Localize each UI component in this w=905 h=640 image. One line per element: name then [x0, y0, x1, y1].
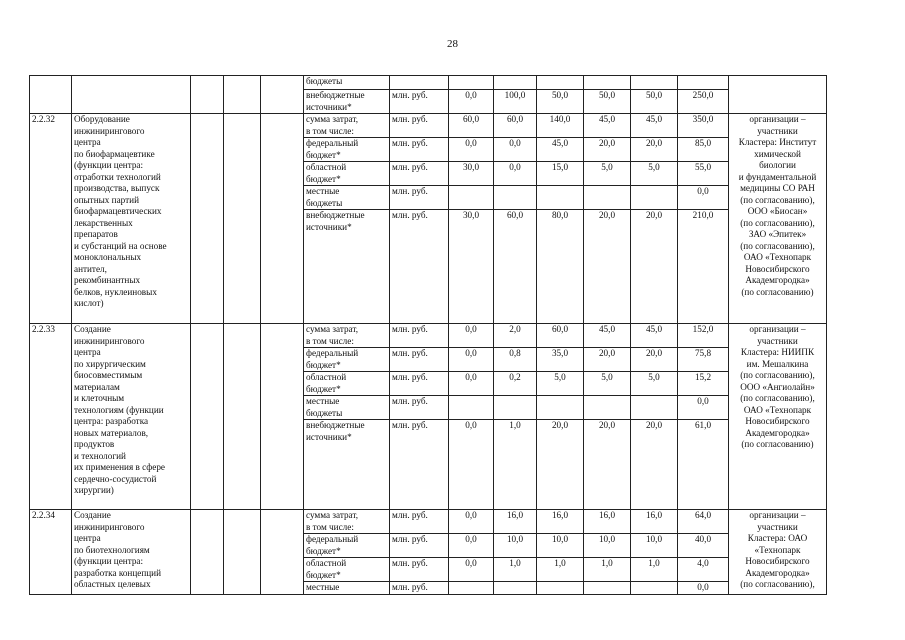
value-cell: [537, 396, 584, 420]
item-code: 2.2.32: [30, 114, 72, 324]
value-cell: 0,8: [494, 348, 537, 372]
value-cell: 5,0: [584, 162, 631, 186]
value-cell: 1,0: [494, 558, 537, 582]
value-cell: [584, 582, 631, 595]
value-cell: 1,0: [584, 558, 631, 582]
value-cell: [631, 186, 678, 210]
blank-cell: [261, 114, 304, 324]
value-cell: 75,8: [678, 348, 729, 372]
value-cell: [494, 76, 537, 90]
value-cell: 40,0: [678, 534, 729, 558]
funding-source-label: внебюджетные источники*: [304, 90, 390, 114]
unit-cell: млн. руб.: [390, 348, 449, 372]
funding-source-label: областной бюджет*: [304, 558, 390, 582]
item-executors: организации – участники Кластера: Институт химической биологии и фундаментальной медицины СО РАН (по согласованию), ООО «Биосан» (по согласованию), ЗАО «Эпитек» (по согласованию), ОАО «Технопарк Новосибирского Академгородка» (по согласованию): [729, 114, 827, 324]
value-cell: 5,0: [631, 372, 678, 396]
value-cell: [584, 76, 631, 90]
value-cell: 0,0: [449, 510, 494, 534]
unit-cell: млн. руб.: [390, 534, 449, 558]
value-cell: 10,0: [631, 534, 678, 558]
value-cell: 60,0: [494, 114, 537, 138]
blank-cell: [261, 510, 304, 595]
value-cell: 0,0: [449, 90, 494, 114]
blank-cell: [191, 324, 224, 510]
unit-cell: млн. руб.: [390, 210, 449, 324]
executors-cell: [729, 76, 827, 114]
funding-source-label: областной бюджет*: [304, 372, 390, 396]
value-cell: 0,0: [494, 138, 537, 162]
value-cell: 35,0: [537, 348, 584, 372]
funding-source-label: внебюджетные источники*: [304, 420, 390, 510]
value-cell: [584, 396, 631, 420]
value-cell: [631, 396, 678, 420]
value-cell: 50,0: [584, 90, 631, 114]
value-cell: 20,0: [631, 348, 678, 372]
value-cell: [449, 396, 494, 420]
value-cell: 10,0: [494, 534, 537, 558]
blank-cell: [224, 76, 261, 114]
blank-cell: [191, 76, 224, 114]
name-cell: [72, 76, 191, 114]
program-table: [29, 75, 827, 595]
value-cell: 1,0: [537, 558, 584, 582]
unit-cell: млн. руб.: [390, 558, 449, 582]
unit-cell: млн. руб.: [390, 372, 449, 396]
unit-cell: [390, 76, 449, 90]
value-cell: [537, 76, 584, 90]
value-cell: 0,0: [678, 186, 729, 210]
unit-cell: млн. руб.: [390, 138, 449, 162]
code-cell: [30, 76, 72, 114]
funding-source-label: местные бюджеты: [304, 186, 390, 210]
value-cell: 16,0: [494, 510, 537, 534]
value-cell: 45,0: [631, 114, 678, 138]
value-cell: 140,0: [537, 114, 584, 138]
funding-source-label: внебюджетные источники*: [304, 210, 390, 324]
funding-source-label: областной бюджет*: [304, 162, 390, 186]
unit-cell: млн. руб.: [390, 420, 449, 510]
value-cell: 45,0: [537, 138, 584, 162]
unit-cell: млн. руб.: [390, 582, 449, 595]
value-cell: 0,0: [678, 582, 729, 595]
item-executors: организации – участники Кластера: ОАО «Технопарк Новосибирского Академгородка» (по согласованию),: [729, 510, 827, 595]
value-cell: 5,0: [537, 372, 584, 396]
unit-cell: млн. руб.: [390, 510, 449, 534]
value-cell: 1,0: [494, 420, 537, 510]
value-cell: 20,0: [584, 210, 631, 324]
value-cell: 100,0: [494, 90, 537, 114]
value-cell: 0,0: [449, 372, 494, 396]
value-cell: [631, 76, 678, 90]
item-code: 2.2.34: [30, 510, 72, 595]
unit-cell: млн. руб.: [390, 396, 449, 420]
blank-cell: [191, 114, 224, 324]
value-cell: [537, 186, 584, 210]
value-cell: [537, 582, 584, 595]
value-cell: 0,0: [449, 534, 494, 558]
value-cell: 0,0: [449, 348, 494, 372]
value-cell: 50,0: [537, 90, 584, 114]
value-cell: 50,0: [631, 90, 678, 114]
funding-source-label: местные: [304, 582, 390, 595]
value-cell: [678, 76, 729, 90]
value-cell: 15,0: [537, 162, 584, 186]
value-cell: 80,0: [537, 210, 584, 324]
value-cell: 60,0: [449, 114, 494, 138]
value-cell: 55,0: [678, 162, 729, 186]
funding-source-label: бюджеты: [304, 76, 390, 90]
value-cell: 16,0: [584, 510, 631, 534]
value-cell: 30,0: [449, 210, 494, 324]
value-cell: 16,0: [537, 510, 584, 534]
blank-cell: [191, 510, 224, 595]
unit-cell: млн. руб.: [390, 90, 449, 114]
item-name: Оборудование инжинирингового центра по биофармацевтике (функции центра: отработки технологий производства, выпуск опытных партий биофармацевтических лекарственных препаратов и субстанций на основе моноклональных антител, рекомбинантных белков, нуклеиновых кислот): [72, 114, 191, 324]
item-executors: организации – участники Кластера: НИИПК им. Мешалкина (по согласованию), ООО «Ангиолайн» (по согласованию), ОАО «Технопарк Новосибирского Академгородка» (по согласованию): [729, 324, 827, 510]
value-cell: 20,0: [631, 138, 678, 162]
value-cell: 45,0: [584, 324, 631, 348]
value-cell: [449, 186, 494, 210]
value-cell: 20,0: [631, 420, 678, 510]
value-cell: [494, 186, 537, 210]
item-code: 2.2.33: [30, 324, 72, 510]
value-cell: 61,0: [678, 420, 729, 510]
blank-cell: [261, 76, 304, 114]
value-cell: 5,0: [584, 372, 631, 396]
value-cell: 60,0: [494, 210, 537, 324]
value-cell: 20,0: [537, 420, 584, 510]
value-cell: 10,0: [584, 534, 631, 558]
value-cell: [449, 76, 494, 90]
funding-source-label: сумма затрат, в том числе:: [304, 510, 390, 534]
value-cell: 152,0: [678, 324, 729, 348]
funding-source-label: федеральный бюджет*: [304, 534, 390, 558]
value-cell: 20,0: [631, 210, 678, 324]
value-cell: 20,0: [584, 138, 631, 162]
blank-cell: [261, 324, 304, 510]
value-cell: 0,0: [678, 396, 729, 420]
value-cell: 45,0: [631, 324, 678, 348]
blank-cell: [224, 324, 261, 510]
value-cell: 0,0: [449, 324, 494, 348]
funding-source-label: федеральный бюджет*: [304, 348, 390, 372]
value-cell: 15,2: [678, 372, 729, 396]
value-cell: 64,0: [678, 510, 729, 534]
item-name: Создание инжинирингового центра по хирургическим биосовместимым материалам и клеточным технологиям (функции центра: разработка новых материалов, продуктов и технологий их применения в сфере сердечно-сосудистой хирургии): [72, 324, 191, 510]
item-name: Создание инжинирингового центра по биотехнологиям (функции центра: разработка концепций областных целевых: [72, 510, 191, 595]
value-cell: 20,0: [584, 348, 631, 372]
value-cell: 250,0: [678, 90, 729, 114]
value-cell: 20,0: [584, 420, 631, 510]
table-row: [30, 76, 827, 90]
unit-cell: млн. руб.: [390, 186, 449, 210]
value-cell: 0,2: [494, 372, 537, 396]
value-cell: [494, 582, 537, 595]
unit-cell: млн. руб.: [390, 324, 449, 348]
value-cell: 16,0: [631, 510, 678, 534]
blank-cell: [224, 510, 261, 595]
value-cell: 4,0: [678, 558, 729, 582]
value-cell: 1,0: [631, 558, 678, 582]
value-cell: [631, 582, 678, 595]
value-cell: 85,0: [678, 138, 729, 162]
page-number: 28: [447, 38, 458, 50]
value-cell: 45,0: [584, 114, 631, 138]
table-body: [30, 76, 827, 595]
value-cell: [584, 186, 631, 210]
unit-cell: млн. руб.: [390, 162, 449, 186]
value-cell: 2,0: [494, 324, 537, 348]
unit-cell: млн. руб.: [390, 114, 449, 138]
value-cell: 30,0: [449, 162, 494, 186]
value-cell: 5,0: [631, 162, 678, 186]
value-cell: 60,0: [537, 324, 584, 348]
value-cell: 350,0: [678, 114, 729, 138]
table-row: [30, 114, 827, 138]
funding-source-label: федеральный бюджет*: [304, 138, 390, 162]
blank-cell: [224, 114, 261, 324]
value-cell: 0,0: [449, 558, 494, 582]
value-cell: [449, 582, 494, 595]
value-cell: 0,0: [449, 138, 494, 162]
value-cell: 10,0: [537, 534, 584, 558]
value-cell: 0,0: [449, 420, 494, 510]
table-row: [30, 324, 827, 348]
funding-source-label: сумма затрат, в том числе:: [304, 114, 390, 138]
value-cell: [494, 396, 537, 420]
table-row: [30, 510, 827, 534]
value-cell: 0,0: [494, 162, 537, 186]
funding-source-label: местные бюджеты: [304, 396, 390, 420]
funding-source-label: сумма затрат, в том числе:: [304, 324, 390, 348]
value-cell: 210,0: [678, 210, 729, 324]
